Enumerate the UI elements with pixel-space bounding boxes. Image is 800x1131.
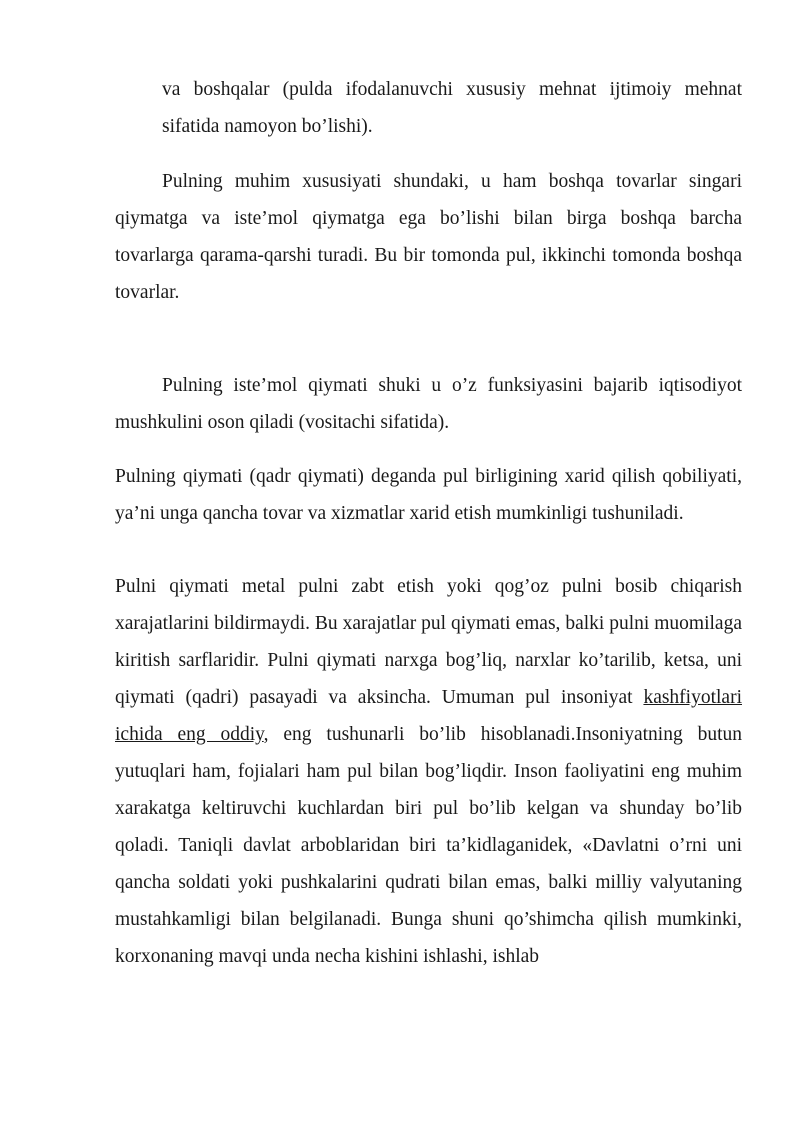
paragraph-text: Pulni qiymati metal pulni zabt etish yoki qog’oz pulni bosib chiqarish xarajatlarini bildirmaydi. Bu xarajatlar pul qiymati emas, balki pulni muomilaga kiritish sarflaridir. Pulni qiymati narxga bog’liq, narxlar ko’tarilib, ketsa, uni qiymati (qadri) pasayadi va aksincha. Umuman pul insoniyat — [115, 576, 742, 708]
paragraph-text: Pulning iste’mol qiymati shuki u o’z funksiyasini bajarib iqtisodiyot mushkulini oson qiladi (vositachi sifatida). — [115, 375, 742, 433]
paragraph-money-value: Pulning qiymati (qadr qiymati) deganda pul birligining xarid qilish qobiliyati, ya’ni unga qancha tovar va xizmatlar xarid etish mumkinligi tushuniladi. — [115, 466, 742, 524]
paragraph-continuation: va boshqalar (pulda ifodalanuvchi xususiy mehnat ijtimoiy mehnat sifatida namoyon bo’lishi). — [162, 79, 742, 137]
paragraph-money-cost — [115, 568, 742, 975]
paragraph-text: , eng tushunarli bo’lib hisoblanadi.Insoniyatning butun yutuqlari ham, fojialari ham pul bilan bog’liqdir. Inson faoliyatini eng muhim xarakatga keltiruvchi kuchlardan biri pul bo’lib kelgan va shunday bo’lib qoladi. Taniqli davlat arboblaridan biri ta’kidlaganidek, «Davlatni o’rni uni qancha soldati yoki pushkalarini qudrati bilan emas, balki milliy valyutaning mustahkamligi bilan belgilanadi. Bunga shuni qo’shimcha qilish mumkinki, korxonaning mavqi unda necha kishini ishlashi, ishlab — [115, 724, 742, 967]
paragraph-use-value — [115, 367, 742, 441]
paragraph-money-properties — [115, 163, 742, 311]
paragraph-text: Pulning muhim xususiyati shundaki, u ham boshqa tovarlar singari qiymatga va iste’mol qiymatga ega bo’lishi bilan birga boshqa barcha tovarlarga qarama-qarshi turadi. Bu bir tomonda pul, ikkinchi tomonda boshqa tovarlar. — [115, 171, 742, 303]
underlined-phrase: kashfiyotlari ichida eng oddiy — [115, 687, 742, 745]
